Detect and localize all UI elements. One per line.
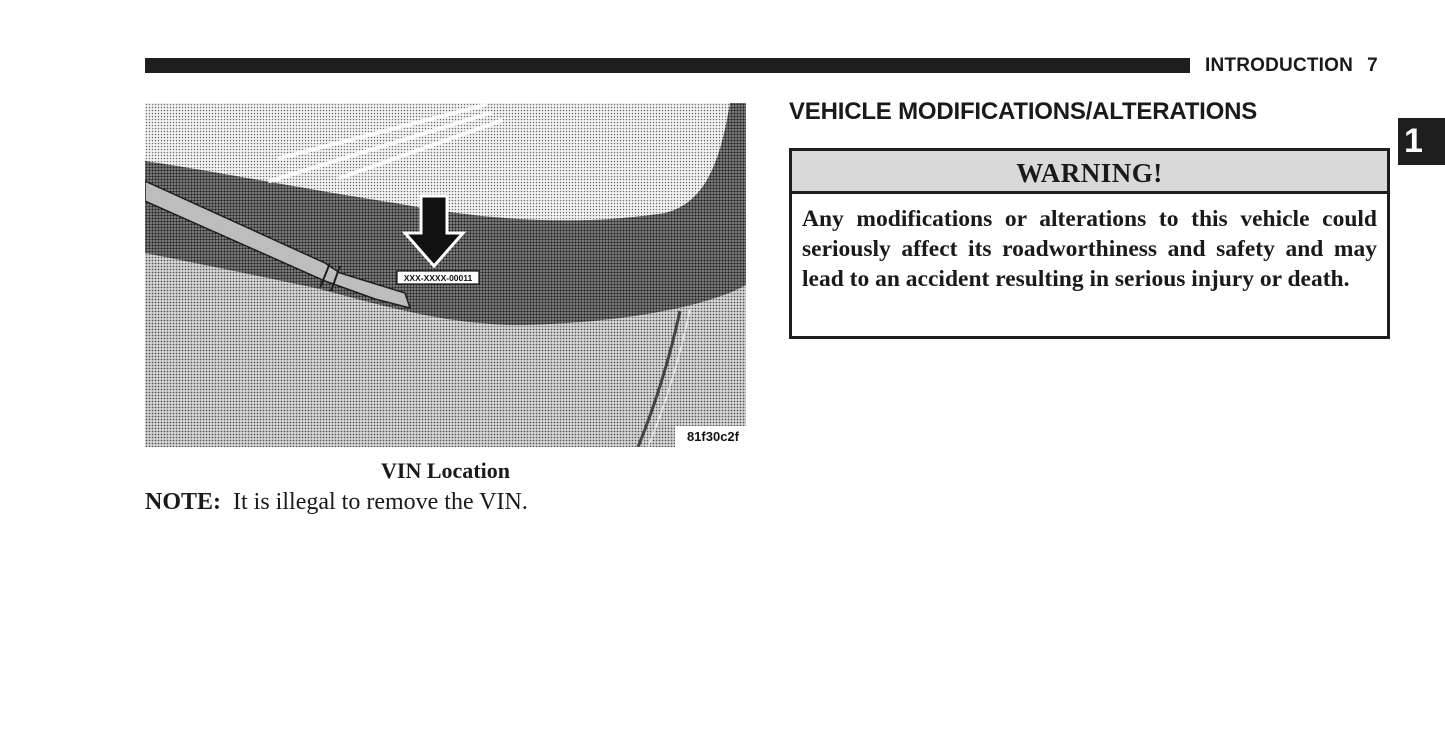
header-rule	[145, 58, 1190, 73]
warning-title: WARNING!	[792, 151, 1387, 194]
vin-location-figure	[145, 103, 746, 447]
header-section: INTRODUCTION	[1205, 55, 1354, 76]
vin-illustration	[145, 103, 746, 447]
running-header	[1205, 56, 1378, 76]
section-heading: VEHICLE MODIFICATIONS/ALTERATIONS	[789, 98, 1258, 125]
vin-plate-text: XXX-XXXX-00011	[403, 273, 473, 283]
figure-code: 81f30c2f	[686, 429, 739, 444]
note	[145, 489, 528, 516]
warning-text: Any modifications or alterations to this vehicle could seriously affect its roadworthiness and safety and may lead to an accident resulting in serious injury or death.	[802, 206, 1377, 292]
page-number: 7	[1367, 55, 1378, 76]
note-label: NOTE:	[145, 489, 222, 515]
chapter-tab: 1	[1398, 118, 1445, 165]
warning-box	[789, 148, 1390, 339]
figure-caption: VIN Location	[381, 458, 510, 483]
note-text: It is illegal to remove the VIN.	[233, 489, 528, 515]
